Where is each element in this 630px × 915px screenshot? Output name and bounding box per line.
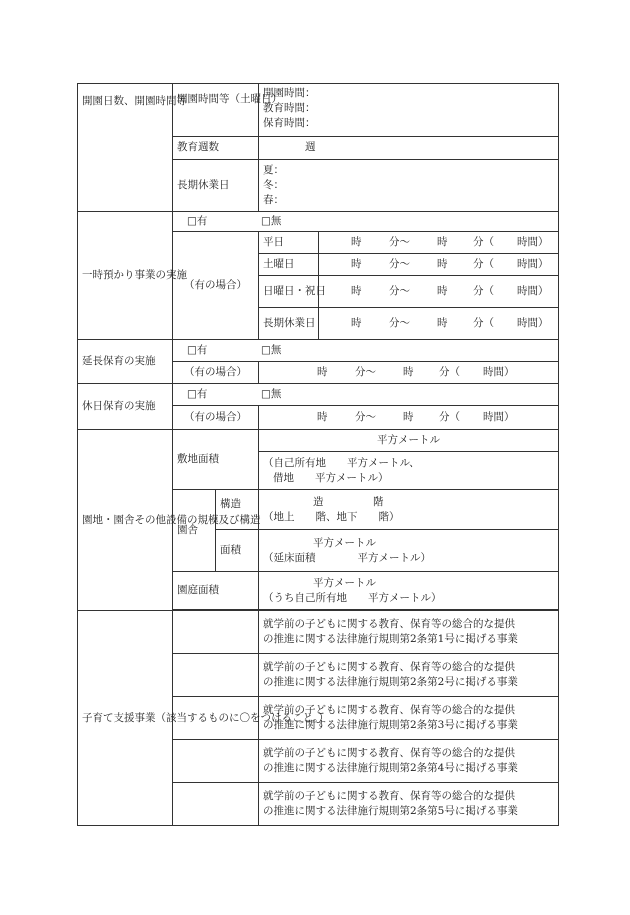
support-mark-cell-2[interactable] xyxy=(173,654,259,697)
hour-label: 時 xyxy=(317,411,328,424)
support-mark-cell-5[interactable] xyxy=(173,783,259,826)
support-item-2: 就学前の子どもに関する教育、保育等の総合的な提供 の推進に関する法律施行規則第2条第2号に掲げる事業 xyxy=(259,654,559,697)
minute-from-label: 分～ xyxy=(355,411,376,424)
holiday-care-if-yes-label: （有の場合） xyxy=(173,406,259,430)
support-heading: 子育て支援事業（該当するものに〇をつけること。） xyxy=(78,611,173,826)
temp-care-row-label-vacation: 長期休業日 xyxy=(259,308,319,340)
education-weeks-field[interactable] xyxy=(259,137,559,160)
building-floor-area-line: （延床面積 平方メートル） xyxy=(263,551,431,564)
building-structure-field[interactable] xyxy=(259,490,559,530)
hour-label: 時 xyxy=(437,258,448,271)
holiday-care-choice xyxy=(173,384,559,406)
site-area-value[interactable]: 平方メートル xyxy=(259,430,559,452)
support-mark-cell-1[interactable] xyxy=(173,611,259,654)
holiday-care-time[interactable] xyxy=(259,406,559,430)
minute-label: 分（ xyxy=(473,236,494,249)
building-area-label: 面積 xyxy=(216,530,259,572)
building-label: 園舎 xyxy=(173,490,216,572)
temp-care-no-checkbox[interactable]: □無 xyxy=(261,215,282,227)
temp-care-row-label-saturday: 土曜日 xyxy=(259,254,319,276)
yard-area-value: 平方メートル xyxy=(313,576,376,589)
hour-label: 時 xyxy=(351,258,362,271)
saturday-hours-label: 開園時間等（土曜日） xyxy=(173,84,259,137)
floors-label: 階 xyxy=(373,495,384,508)
facility-heading: 園地・園舎その他設備の規模及び構造 xyxy=(78,430,173,611)
minute-from-label: 分～ xyxy=(389,258,410,271)
temp-care-time-sunday[interactable] xyxy=(319,276,559,308)
hour-label: 時 xyxy=(351,236,362,249)
holiday-care-no-checkbox[interactable]: □無 xyxy=(261,388,282,401)
building-structure-label: 構造 xyxy=(216,490,259,530)
hour-label: 時 xyxy=(437,236,448,249)
education-hours-line: 教育時間： xyxy=(263,102,316,115)
hour-label: 時 xyxy=(403,411,414,424)
temp-care-row-label-weekday: 平日 xyxy=(259,232,319,254)
hour-label: 時 xyxy=(437,285,448,298)
extended-care-choice xyxy=(173,340,559,362)
temp-care-if-yes-label: （有の場合） xyxy=(173,232,259,340)
temp-care-row-label-sunday: 日曜日・祝日 xyxy=(259,276,319,308)
minute-label: 分（ xyxy=(473,258,494,271)
holiday-care-heading: 休日保育の実施 xyxy=(78,384,173,430)
minute-label: 分（ xyxy=(439,411,460,424)
yard-owned-line: （うち自己所有地 平方メートル） xyxy=(263,591,442,604)
support-item-5: 就学前の子どもに関する教育、保育等の総合的な提供 の推進に関する法律施行規則第2条第5号に掲げる事業 xyxy=(259,783,559,826)
hours-heading: 開園日数、開園時間等 xyxy=(78,84,173,212)
hours-total-label: 時間） xyxy=(483,411,515,424)
minute-label: 分（ xyxy=(473,285,494,298)
minute-from-label: 分～ xyxy=(355,366,376,379)
site-area-detail[interactable] xyxy=(259,452,559,490)
site-area-label: 敷地面積 xyxy=(173,430,259,490)
extended-care-yes-checkbox[interactable]: □有 xyxy=(187,344,208,357)
extended-care-no-checkbox[interactable]: □無 xyxy=(261,344,282,357)
extended-care-heading: 延長保育の実施 xyxy=(78,340,173,384)
minute-label: 分（ xyxy=(473,317,494,330)
support-item-4: 就学前の子どもに関する教育、保育等の総合的な提供 の推進に関する法律施行規則第2条第4号に掲げる事業 xyxy=(259,740,559,783)
temp-care-yes-checkbox[interactable]: □有 xyxy=(187,215,208,227)
holiday-care-yes-checkbox[interactable]: □有 xyxy=(187,388,208,401)
hour-label: 時 xyxy=(317,366,328,379)
hour-label: 時 xyxy=(437,317,448,330)
extended-care-time[interactable] xyxy=(259,362,559,384)
summer-line: 夏： xyxy=(263,163,284,176)
temp-care-time-vacation[interactable] xyxy=(319,308,559,340)
facility-form-table xyxy=(77,83,559,826)
long-vacation-field[interactable] xyxy=(259,160,559,212)
long-vacation-label: 長期休業日 xyxy=(173,160,259,212)
temp-care-time-weekday[interactable] xyxy=(319,232,559,254)
saturday-hours-field[interactable] xyxy=(259,84,559,137)
support-mark-cell-4[interactable] xyxy=(173,740,259,783)
minute-from-label: 分～ xyxy=(389,285,410,298)
yard-area-field[interactable] xyxy=(259,572,559,610)
hours-total-label: 時間） xyxy=(517,258,549,271)
spring-line: 春： xyxy=(263,194,284,207)
support-item-3: 就学前の子どもに関する教育、保育等の総合的な提供 の推進に関する法律施行規則第2条第3号に掲げる事業 xyxy=(259,697,559,740)
support-item-1: 就学前の子どもに関する教育、保育等の総合的な提供 の推進に関する法律施行規則第2条第1号に掲げる事業 xyxy=(259,611,559,654)
hours-total-label: 時間） xyxy=(483,366,515,379)
temp-care-heading: 一時預かり事業の実施 xyxy=(78,212,173,340)
weeks-unit: 週 xyxy=(305,141,316,154)
open-hours-line: 開園時間： xyxy=(263,87,316,99)
site-area-owned-line: （自己所有地 平方メートル、 xyxy=(263,456,420,469)
temp-care-time-saturday[interactable] xyxy=(319,254,559,276)
winter-line: 冬： xyxy=(263,178,284,191)
hour-label: 時 xyxy=(351,317,362,330)
extended-care-if-yes-label: （有の場合） xyxy=(173,362,259,384)
hours-total-label: 時間） xyxy=(517,285,549,298)
building-area-value: 平方メートル xyxy=(313,536,376,549)
structure-type-label: 造 xyxy=(313,495,324,508)
yard-area-label: 園庭面積 xyxy=(173,572,259,610)
hour-label: 時 xyxy=(351,285,362,298)
site-area-leased-line: 借地 平方メートル） xyxy=(273,471,389,484)
building-area-field[interactable] xyxy=(259,530,559,572)
minute-label: 分（ xyxy=(439,366,460,379)
minute-from-label: 分～ xyxy=(389,236,410,249)
education-weeks-label: 教育週数 xyxy=(173,137,259,160)
hours-total-label: 時間） xyxy=(517,317,549,330)
building-floors-line: （地上 階、地下 階） xyxy=(263,510,400,523)
hours-total-label: 時間） xyxy=(517,236,549,249)
temp-care-choice xyxy=(173,212,559,232)
hour-label: 時 xyxy=(403,366,414,379)
minute-from-label: 分～ xyxy=(389,317,410,330)
care-hours-line: 保育時間： xyxy=(263,117,316,130)
